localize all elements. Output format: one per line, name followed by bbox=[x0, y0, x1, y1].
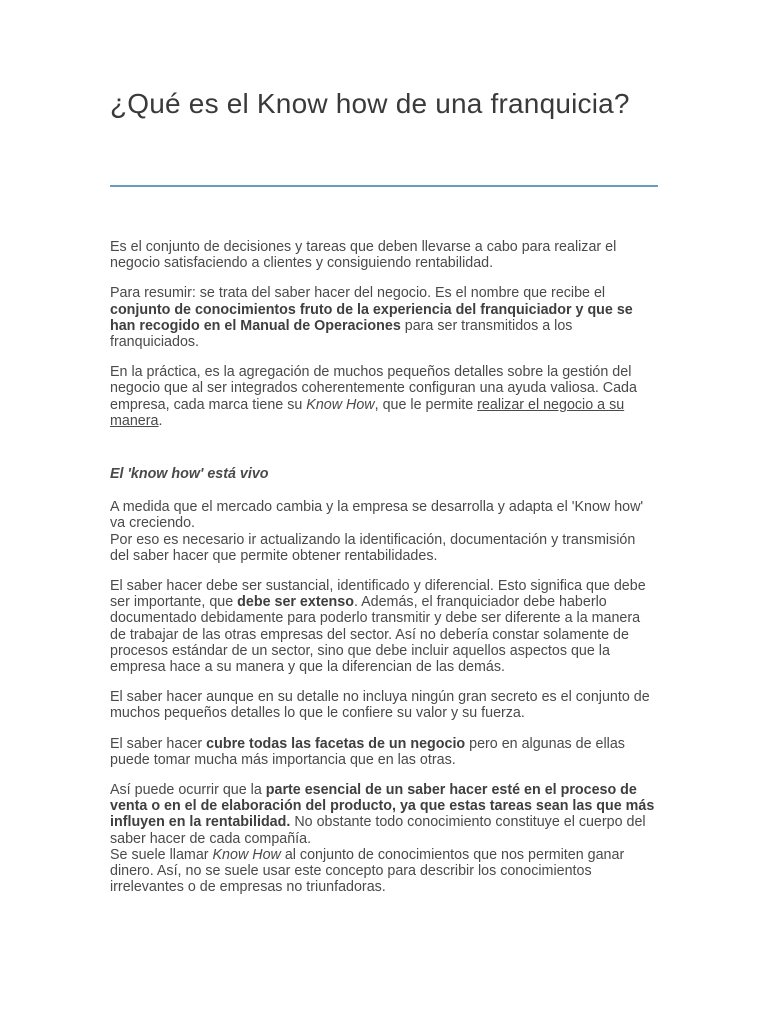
summary-text: Para resumir: se trata del saber hacer del negocio. Es el nombre que recibe el bbox=[110, 285, 606, 302]
summary-text-end: para ser transmitidos a los franquiciados. bbox=[110, 317, 573, 351]
paragraph-secret: El saber hacer aunque en su detalle no incluya ningún gran secreto es el conjunto de muchos pequeños detalles lo que le confiere su valor y su fuerza. bbox=[110, 689, 650, 722]
substantial-bold: debe ser extenso bbox=[237, 594, 354, 611]
paragraph-summary bbox=[110, 285, 658, 350]
paragraph-substantial bbox=[110, 578, 658, 675]
practice-link[interactable]: realizar el negocio a su manera bbox=[110, 396, 625, 429]
market-text-2: Por eso es necesario ir actualizando la identificación, documentación y transmisión del saber hacer que permite obtener rentabilidades. bbox=[110, 531, 636, 564]
practice-text: En la práctica, es la agregación de muchos pequeños detalles sobre la gestión del negocio que al ser integrados coherentemente configuran una ayuda valiosa. Cada empresa, cada marca tiene su bbox=[110, 364, 637, 413]
essential-text: Así puede ocurrir que la bbox=[110, 782, 266, 799]
section-subheading: El 'know how' está vivo bbox=[110, 466, 269, 483]
facets-text-end: pero en algunas de ellas puede tomar mucha más importancia que en las otras. bbox=[110, 735, 625, 768]
substantial-text: El saber hacer debe ser sustancial, identificado y diferencial. Esto significa que debe ser importante, que bbox=[110, 578, 646, 611]
paragraph-essential bbox=[110, 782, 658, 895]
summary-bold: conjunto de conocimientos fruto de la experiencia del franquiciador y que se han recogido en el Manual de Operaciones bbox=[110, 301, 633, 334]
essential-bold: parte esencial de un saber hacer esté en el proceso de venta o en el de elaboración del producto, ya que estas tareas sean las que más influyen en la rentabilidad. bbox=[110, 782, 655, 831]
facets-text: El saber hacer bbox=[110, 735, 207, 752]
title-divider bbox=[110, 185, 658, 187]
practice-text-end: . bbox=[158, 412, 163, 429]
substantial-text-end: . Además, el franquiciador debe haberlo documentado debidamente para poderlo transmitir y debe ser diferente a la manera de trabajar de las otras empresas del sector. Así no debería constar solamente de procesos estándar de un sector, sino que debe incluir aquellos aspectos que la empresa hace a su manera y que la diferencian de las demás. bbox=[110, 594, 641, 676]
essential-text-mid: No obstante todo conocimiento constituye el cuerpo del saber hacer de cada compañía. bbox=[110, 814, 646, 847]
facets-bold: cubre todas las facetas de un negocio bbox=[206, 735, 466, 752]
essential-italic: Know How bbox=[212, 846, 281, 863]
page-title: ¿Qué es el Know how de una franquicia? bbox=[110, 88, 630, 119]
practice-italic: Know How bbox=[306, 396, 375, 413]
paragraph-practice bbox=[110, 364, 658, 429]
paragraph-facets bbox=[110, 736, 658, 768]
practice-text-mid: , que le permite bbox=[374, 396, 478, 413]
essential-text-2: Se suele llamar bbox=[110, 846, 213, 863]
article-body bbox=[110, 239, 658, 910]
paragraph-definition: Es el conjunto de decisiones y tareas que deben llevarse a cabo para realizar el negocio satisfaciendo a clientes y consiguiendo rentabilidad. bbox=[110, 239, 617, 272]
market-text: A medida que el mercado cambia y la empresa se desarrolla y adapta el 'Know how' va creciendo. bbox=[110, 499, 644, 532]
paragraph-market bbox=[110, 499, 658, 564]
essential-text-end: al conjunto de conocimientos que nos permiten ganar dinero. Así, no se suele usar este concepto para describir los conocimientos irrelevantes o de empresas no triunfadoras. bbox=[110, 846, 625, 896]
